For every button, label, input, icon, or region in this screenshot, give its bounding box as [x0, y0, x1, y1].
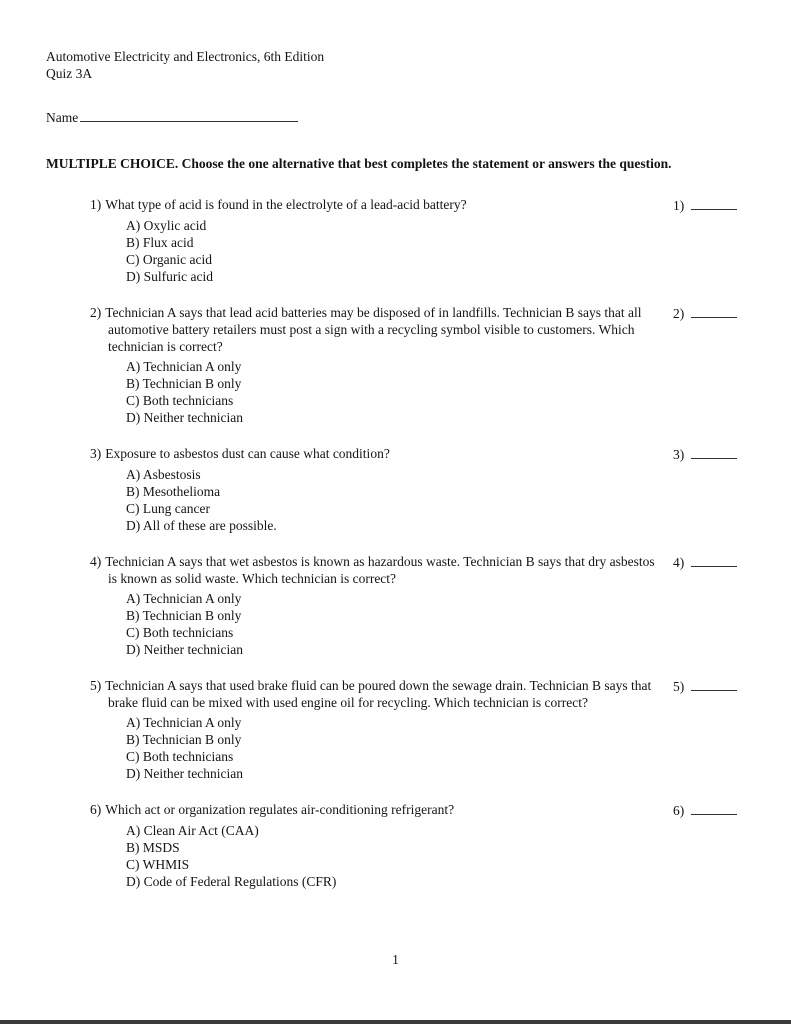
answer-blank-line [691, 553, 737, 567]
page-number: 1 [392, 952, 399, 967]
question-text: What type of acid is found in the electrolyte of a lead-acid battery? [105, 197, 467, 212]
name-blank-line [80, 108, 298, 122]
question-text-block [90, 304, 659, 355]
option-line: C) Both technicians [126, 749, 234, 764]
question-text-block [90, 801, 659, 818]
question-number: 4) [90, 554, 102, 569]
doc-title: Automotive Electricity and Electronics, 6th Edition [46, 49, 325, 64]
question-number: 2) [90, 305, 102, 320]
answer-blank-line [691, 304, 737, 318]
option-line: D) Neither technician [126, 410, 243, 425]
name-row [46, 108, 745, 126]
answer-number: 1) [673, 198, 685, 213]
question-text: Which act or organization regulates air-conditioning refrigerant? [105, 802, 455, 817]
answer-number: 6) [673, 803, 685, 818]
answer-blank-line [691, 677, 737, 691]
option-list [126, 358, 745, 426]
question-number: 5) [90, 678, 102, 693]
question [90, 196, 745, 285]
question-number: 3) [90, 446, 102, 461]
instructions: MULTIPLE CHOICE. Choose the one alternative that best completes the statement or answers the question. [46, 156, 672, 171]
page-bottom-edge [0, 1020, 791, 1024]
option-line: D) Neither technician [126, 642, 243, 657]
option-line: D) All of these are possible. [126, 518, 277, 533]
question-text: Exposure to asbestos dust can cause what condition? [105, 446, 390, 461]
answer-number: 3) [673, 447, 685, 462]
answer-blank-line [691, 445, 737, 459]
answer-area [673, 553, 745, 571]
answer-blank-line [691, 801, 737, 815]
option-list [126, 217, 745, 285]
answer-number: 5) [673, 679, 685, 694]
option-line: D) Sulfuric acid [126, 269, 213, 284]
option-line: A) Asbestosis [126, 467, 201, 482]
option-line: C) Organic acid [126, 252, 212, 267]
option-line: D) Code of Federal Regulations (CFR) [126, 874, 337, 889]
option-line: B) Technician B only [126, 732, 242, 747]
question [90, 445, 745, 534]
question [90, 553, 745, 658]
option-list [126, 590, 745, 658]
question [90, 677, 745, 782]
question-text: Technician A says that wet asbestos is known as hazardous waste. Technician B says that dry asbestos is known as solid waste. Which technician is correct? [105, 554, 655, 586]
question-text: Technician A says that lead acid batteries may be disposed of in landfills. Technician B says that all automotive battery retailers must post a sign with a recycling symbol visible to customers. Which technician is correct? [105, 305, 642, 354]
option-list [126, 466, 745, 534]
option-line: B) Technician B only [126, 608, 242, 623]
option-line: C) Lung cancer [126, 501, 210, 516]
question [90, 304, 745, 426]
answer-area [673, 677, 745, 695]
option-line: B) Technician B only [126, 376, 242, 391]
question-text-block [90, 677, 659, 711]
option-line: C) Both technicians [126, 625, 234, 640]
option-line: B) MSDS [126, 840, 180, 855]
option-line: C) Both technicians [126, 393, 234, 408]
document-header [46, 48, 745, 82]
question-number: 1) [90, 197, 102, 212]
option-line: A) Oxylic acid [126, 218, 207, 233]
question-list [90, 196, 745, 890]
answer-number: 4) [673, 555, 685, 570]
answer-area [673, 196, 745, 214]
option-line: A) Technician A only [126, 359, 242, 374]
doc-subtitle: Quiz 3A [46, 66, 93, 81]
option-line: D) Neither technician [126, 766, 243, 781]
option-line: A) Technician A only [126, 715, 242, 730]
option-line: B) Mesothelioma [126, 484, 221, 499]
option-list [126, 714, 745, 782]
answer-number: 2) [673, 306, 685, 321]
option-line: A) Technician A only [126, 591, 242, 606]
name-label: Name [46, 110, 79, 125]
question-text-block [90, 445, 659, 462]
question-text-block [90, 196, 659, 213]
question-number: 6) [90, 802, 102, 817]
answer-area [673, 801, 745, 819]
question-text-block [90, 553, 659, 587]
answer-area [673, 304, 745, 322]
option-line: C) WHMIS [126, 857, 190, 872]
question-text: Technician A says that used brake fluid can be poured down the sewage drain. Technician B says that brake fluid can be mixed with used engine oil for recycling. Which technician is correct? [105, 678, 652, 710]
answer-area [673, 445, 745, 463]
option-line: B) Flux acid [126, 235, 194, 250]
option-list [126, 822, 745, 890]
answer-blank-line [691, 196, 737, 210]
question [90, 801, 745, 890]
option-line: A) Clean Air Act (CAA) [126, 823, 259, 838]
